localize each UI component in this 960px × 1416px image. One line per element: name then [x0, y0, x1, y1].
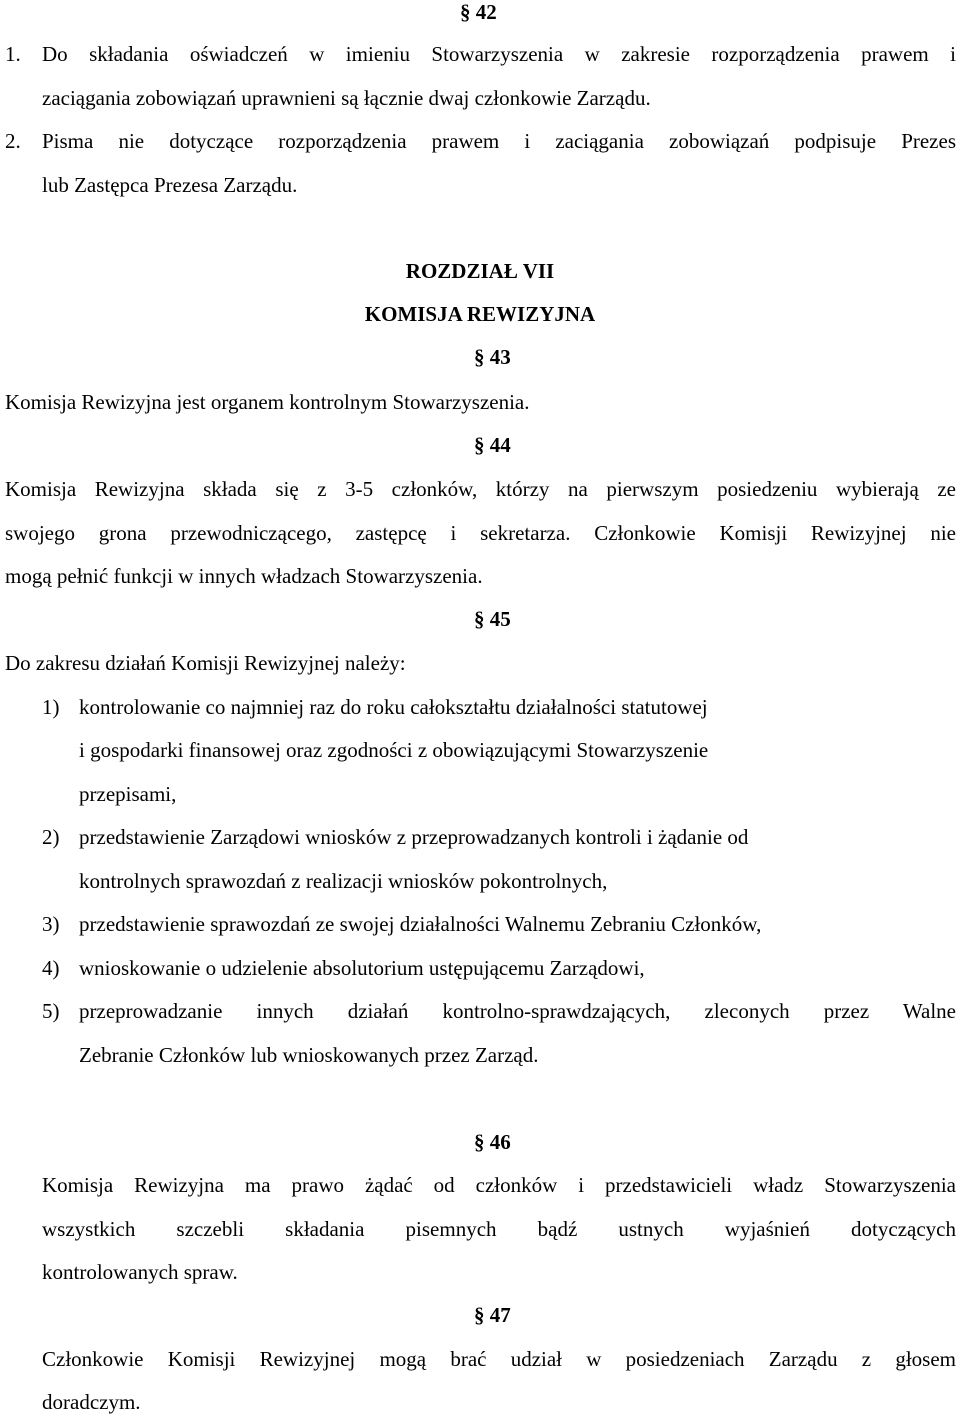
section-46-line-1: Komisja Rewizyjna ma prawo żądać od członków i przedstawicieli władz Stowarzyszenia	[42, 1173, 956, 1197]
section-45-item-2-line-2: kontrolnych sprawozdań z realizacji wniosków pokontrolnych,	[79, 869, 608, 893]
section-45-item-5-line-1: przeprowadzanie innych działań kontrolno-sprawdzających, zleconych przez Walne	[79, 999, 956, 1023]
section-47-line-2: doradczym.	[42, 1390, 141, 1414]
section-45-item-1-line-2: i gospodarki finansowej oraz zgodności z obowiązującymi Stowarzyszenie	[79, 738, 709, 762]
chapter-title: ROZDZIAŁ VII	[405, 259, 555, 283]
section-44-line-1: Komisja Rewizyjna składa się z 3-5 członków, którzy na pierwszym posiedzeniu wybierają ze	[5, 477, 956, 501]
section-45-item-2-number: 2)	[42, 825, 60, 849]
section-45-heading: § 45	[474, 607, 511, 631]
section-42-item-2-number: 2.	[5, 129, 21, 153]
section-42-heading: § 42	[460, 0, 497, 24]
section-42-item-1-line-2: zaciągania zobowiązań uprawnieni są łącznie dwaj członkowie Zarządu.	[42, 86, 651, 110]
section-46-line-3: kontrolowanych spraw.	[42, 1260, 238, 1284]
section-44-heading: § 44	[474, 433, 511, 457]
section-44-line-2: swojego grona przewodniczącego, zastępcę i sekretarza. Członkowie Komisji Rewizyjnej nie	[5, 521, 956, 545]
section-47-heading: § 47	[474, 1303, 511, 1327]
section-46-heading: § 46	[474, 1130, 511, 1154]
section-44-line-3: mogą pełnić funkcji w innych władzach Stowarzyszenia.	[5, 564, 483, 588]
section-45-item-1-line-3: przepisami,	[79, 782, 177, 806]
section-42-item-2-line-2: lub Zastępca Prezesa Zarządu.	[42, 173, 298, 197]
section-46-line-2: wszystkich szczebli składania pisemnych bądź ustnych wyjaśnień dotyczących	[42, 1217, 956, 1241]
section-45-item-1-number: 1)	[42, 695, 60, 719]
section-45-item-5-line-2: Zebranie Członków lub wnioskowanych przez Zarząd.	[79, 1043, 539, 1067]
section-45-item-5-number: 5)	[42, 999, 60, 1023]
section-43-text: Komisja Rewizyjna jest organem kontrolnym Stowarzyszenia.	[5, 390, 530, 414]
section-47-line-1: Członkowie Komisji Rewizyjnej mogą brać udział w posiedzeniach Zarządu z głosem	[42, 1347, 956, 1371]
section-45-item-2-line-1: przedstawienie Zarządowi wniosków z przeprowadzanych kontroli i żądanie od	[79, 825, 749, 849]
section-45-intro: Do zakresu działań Komisji Rewizyjnej należy:	[5, 651, 406, 675]
section-45-item-3-number: 3)	[42, 912, 60, 936]
section-45-item-1-line-1: kontrolowanie co najmniej raz do roku całokształtu działalności statutowej	[79, 695, 708, 719]
section-45-item-3-line-1: przedstawienie sprawozdań ze swojej działalności Walnemu Zebraniu Członków,	[79, 912, 762, 936]
section-45-item-4-line-1: wnioskowanie o udzielenie absolutorium ustępującemu Zarządowi,	[79, 956, 645, 980]
section-42-item-2-line-1: Pisma nie dotyczące rozporządzenia prawem i zaciągania zobowiązań podpisuje Prezes	[42, 129, 956, 153]
chapter-subtitle: KOMISJA REWIZYJNA	[364, 302, 596, 326]
section-45-item-4-number: 4)	[42, 956, 60, 980]
section-42-item-1-line-1: Do składania oświadczeń w imieniu Stowarzyszenia w zakresie rozporządzenia prawem i	[42, 42, 956, 66]
section-42-item-1-number: 1.	[5, 42, 21, 66]
section-43-heading: § 43	[474, 345, 511, 369]
